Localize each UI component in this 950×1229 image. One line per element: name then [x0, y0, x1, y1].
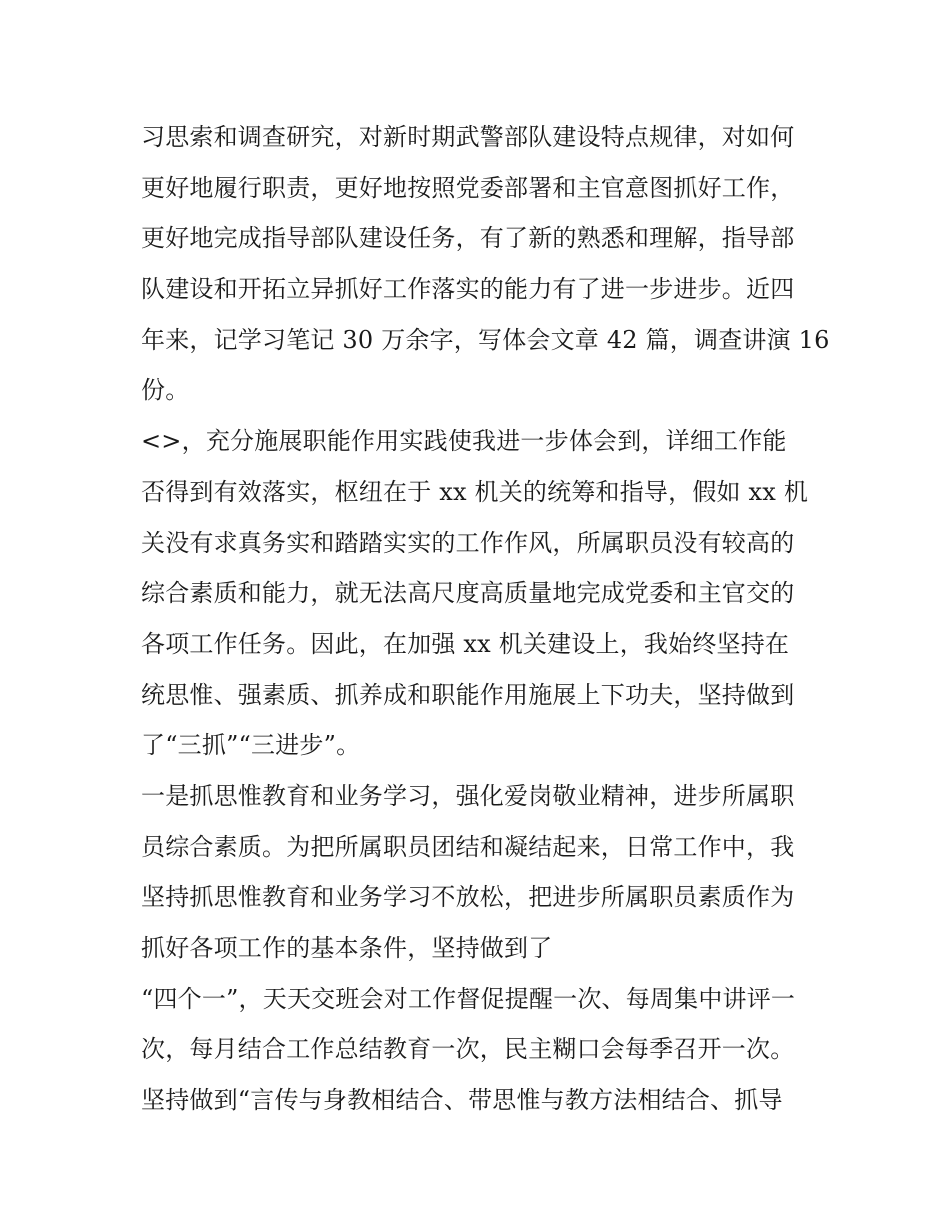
text-line: 统思惟、强素质、抓养成和职能作用施展上下功夫，坚持做到: [141, 680, 795, 709]
text-line: 坚持做到“言传与身教相结合、带思惟与教方法相结合、抓导: [141, 1086, 783, 1115]
text-line: 综合素质和能力，就无法高尺度高质量地完成党委和主官交的: [141, 579, 795, 608]
text-line: “四个一”，天天交班会对工作督促提醒一次、每周集中讲评一: [141, 984, 796, 1013]
text-line: 习思索和调查研究，对新时期武警部队建设特点规律，对如何: [141, 123, 795, 151]
text-line: 员综合素质。为把所属职员团结和凝结起来，日常工作中，我: [141, 832, 795, 861]
text-line: 份。: [141, 376, 190, 405]
text-line: 关没有求真务实和踏踏实实的工作作风，所属职员没有较高的: [141, 528, 795, 557]
text-line: 抓好各项工作的基本条件，坚持做到了: [141, 934, 553, 962]
text-line: <>，充分施展职能作用实践使我进一步体会到，详细工作能: [141, 427, 787, 456]
body-text: [141, 112, 830, 1126]
text-line: 更好地完成指导部队建设任务，有了新的熟悉和理解，指导部: [141, 224, 795, 253]
text-line: 否得到有效落实，枢纽在于 xx 机关的统筹和指导，假如 xx 机: [141, 477, 809, 506]
text-line: 了“三抓”“三进步”。: [141, 731, 361, 760]
text-line: 队建设和开拓立异抓好工作落实的能力有了进一步进步。近四: [141, 275, 795, 304]
text-line: 一是抓思惟教育和业务学习，强化爱岗敬业精神，进步所属职: [141, 781, 795, 810]
text-line: 坚持抓思惟教育和业务学习不放松，把进步所属职员素质作为: [141, 883, 795, 912]
text-line: 各项工作任务。因此，在加强 xx 机关建设上，我始终坚持在: [141, 629, 790, 658]
text-line: 次，每月结合工作总结教育一次，民主糊口会每季召开一次。: [141, 1035, 795, 1064]
text-line: 年来，记学习笔记 30 万余字，写体会文章 42 篇，调查讲演 16: [141, 325, 830, 354]
text-line: 更好地履行职责，更好地按照党委部署和主官意图抓好工作，: [141, 173, 795, 202]
